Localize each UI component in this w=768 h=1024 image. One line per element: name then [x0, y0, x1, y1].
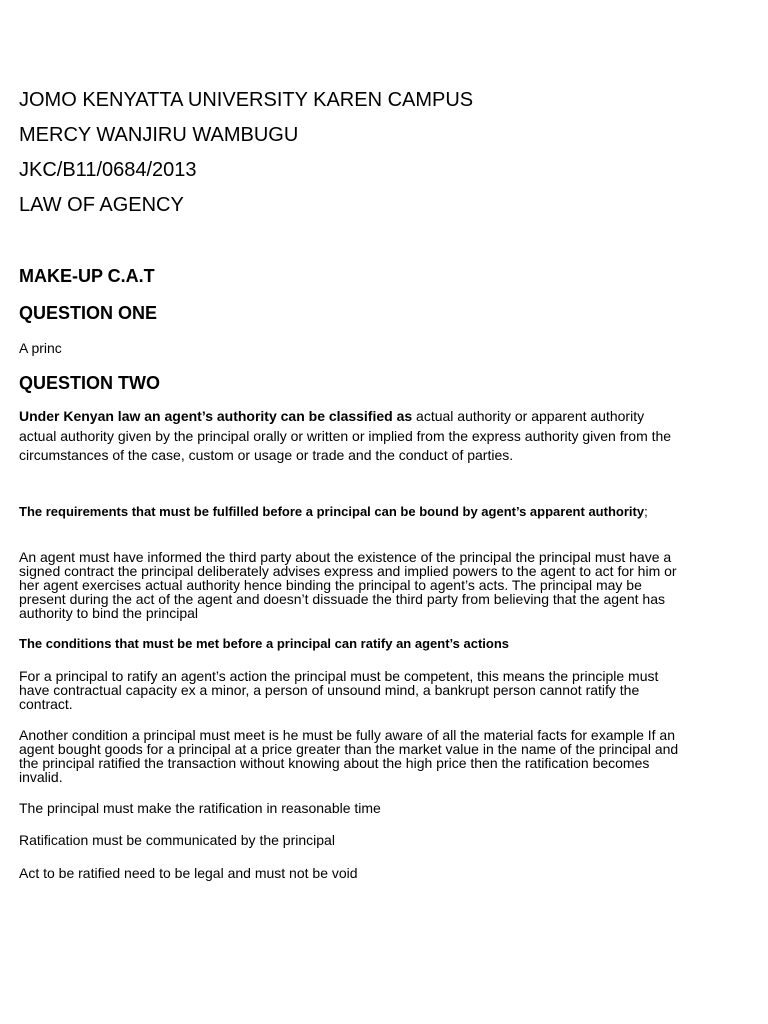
student-name: MERCY WANJIRU WAMBUGU [19, 124, 299, 146]
requirements-heading [19, 504, 669, 519]
course-title: LAW OF AGENCY [19, 194, 184, 216]
registration-number: JKC/B11/0684/2013 [19, 159, 197, 181]
condition-item: Ratification must be communicated by the principal [19, 832, 335, 848]
requirements-heading-suffix: ; [644, 504, 648, 519]
requirements-heading-text: The requirements that must be fulfilled before a principal can be bound by agent’s apparent authority [19, 504, 645, 519]
conditions-heading: The conditions that must be met before a principal can ratify an agent’s actions [19, 636, 510, 651]
university-name: JOMO KENYATTA UNIVERSITY KAREN CAMPUS [19, 89, 474, 111]
authority-classification-lead: Under Kenyan law an agent’s authority can be classified as [19, 408, 413, 424]
authority-classification-paragraph [19, 407, 679, 466]
condition-item: The principal must make the ratification in reasonable time [19, 800, 381, 816]
question-one-answer: A princ [19, 340, 62, 356]
requirements-text: An agent must have informed the third party about the existence of the principal the principal must have a signed contract the principal deliberately advises express and implied powers to the agent to act for him or her agent exercises actual authority hence binding the principal to agent’s acts. The principal may be present during the act of the agent and doesn’t dissuade the third party from believing that the agent has authority to bind the principal [19, 549, 677, 621]
question-two-heading: QUESTION TWO [19, 373, 160, 393]
condition-item: Another condition a principal must meet is he must be fully aware of all the material facts for example If an agent bought goods for a principal at a price greater than the market value in the name of the principal and the principal ratified the transaction without knowing about the high price then the ratification becomes invalid. [19, 727, 679, 785]
assessment-title: MAKE-UP C.A.T [19, 266, 155, 286]
condition-item: For a principal to ratify an agent’s action the principal must be competent, this means the principle must have contractual capacity ex a minor, a person of unsound mind, a bankrupt person cannot ratify the contract. [19, 668, 659, 712]
authority-classification-text: actual authority or apparent authority actual authority given by the principal orally or written or implied from the express authority given from the circumstances of the case, custom or usage or trade and the conduct of parties. [19, 408, 672, 463]
condition-item: Act to be ratified need to be legal and must not be void [19, 865, 358, 881]
question-one-heading: QUESTION ONE [19, 303, 158, 323]
